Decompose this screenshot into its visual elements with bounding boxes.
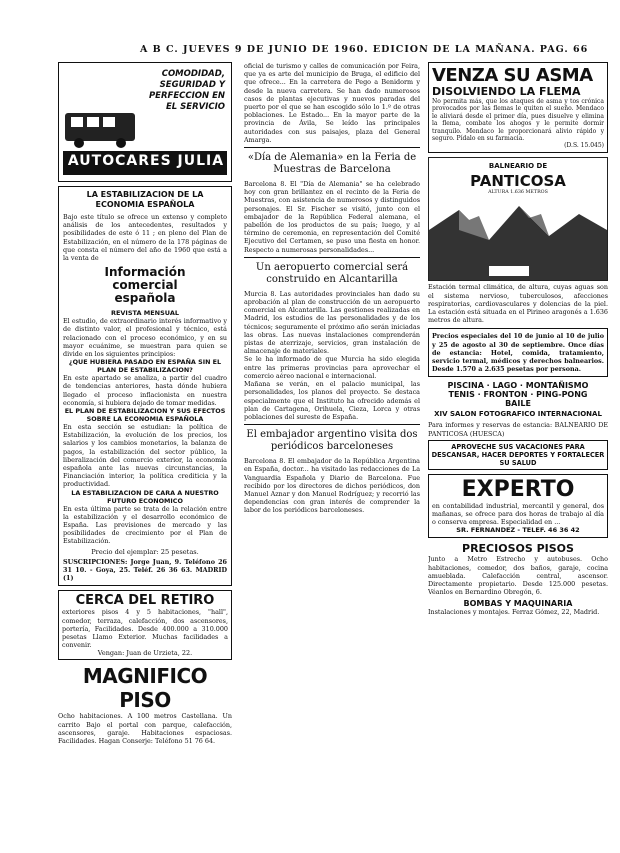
bus-ad (58, 62, 232, 182)
sports-block (428, 381, 608, 469)
balneario-name: PANTICOSA (470, 172, 566, 191)
magnifico-title: MAGNIFICO PISO (82, 664, 208, 713)
balneario-alt: ALTURA 1.636 METROS (488, 190, 548, 196)
experto-title: EXPERTO (461, 476, 575, 502)
article-p1: El estudio, de extraordinario interés informativo y de distinto valor, el profesional y técnico, está relacionado con el proceso económico, y en su mayor ecuánime, se muestran para quien se divide en los siguientes principios: (63, 317, 227, 359)
article-sub: REVISTA MENSUAL (110, 309, 180, 318)
dia-alemania-title: «Día de Alemania» en la Feria de Muestras de Barcelona (247, 152, 417, 176)
magazine-title: Información comercial española (104, 265, 186, 306)
preciosos-ad (428, 542, 608, 615)
aeropuerto-p3: Se le ha informado de que Murcia ha sido elegida entre las primeras provincias para aprovechar el comercio aéreo nacional e internacional. (244, 355, 420, 380)
cerca-ad (58, 590, 232, 660)
ad-line-4: EL SERVICIO (165, 102, 225, 112)
balneario-ad (428, 157, 608, 324)
preciosos-title: PRECIOSOS PISOS (462, 542, 574, 556)
sports-line-2: TENIS · FRONTON · PING-PONG (448, 390, 588, 400)
article-p2: En este apartado se analiza, a partir del cuadro de tendencias anteriores, hasta dónde hubiera llegado el proceso inflacionista en nuestra economía, si hubiera dejado de tomar medidas. (63, 374, 227, 407)
cerca-see: Vengan: Juan de Urzieta, 22. (97, 649, 193, 658)
mountain-illustration (429, 200, 607, 280)
experto-body: en contabilidad industrial, mercantil y general, dos mañanas, se ofrece para dos horas de trabajo al día o conserva empresa. Especialidad en ... (432, 501, 604, 527)
dia-alemania-body: Barcelona 8. El "Día de Alemania" se ha celebrado hoy con gran brillantez en el recinto de la Feria de Muestras, con asistencia de numerosos y distinguidos personajes. El Sr. Fischer se visitó, junto con el embajador de la República Federal alemana, el pabellón de los productos de su país; luego, y al término de ceremonia, en representación del Comité Ejecutivo del Certamen, se puso una fiesta en honor. Respecto a numerosas personalidades... (244, 180, 420, 254)
sports-close: APROVECHE SUS VACACIONES PARA DESCANSAR, HACER DEPORTES Y FORTALECER SU SALUD (428, 440, 608, 470)
article-p4: En esta última parte se trata de la relación entre la estabilización y el desarrollo económico de España. Las previsiones de mercado y las posibilidades de crecimiento por el Plan de Estabilización. (63, 504, 227, 546)
venza-line-2: DISOLVIENDO LA FLEMA (432, 85, 581, 98)
ad-line-2: SEGURIDAD Y (159, 80, 225, 90)
experto-ad (428, 474, 608, 539)
building-shape (489, 266, 529, 276)
article-h2: EL PLAN DE ESTABILIZACION Y SUS EFECTOS SOBRE LA ECONOMIA ESPAÑOLA (64, 407, 226, 424)
bus-wheel-2 (116, 138, 126, 148)
embajador-body: Barcelona 8. El embajador de la República Argentina en España, doctor... ha visitado las redacciones de La Vanguardia Española y Diario de Barcelona. Fue recibido por los directores de dichos periódicos, don Manuel Aznar y don Manuel Rodríguez; y recorrió las dependencias con gran interés de comprender la labor de los periódicos barceloneses. (244, 457, 420, 515)
bus-wheel-1 (74, 138, 84, 148)
rule-1 (244, 147, 420, 148)
column-1 (58, 62, 232, 847)
rule-3 (244, 424, 420, 425)
precios-ad (428, 328, 608, 377)
venza-ad (428, 62, 608, 153)
precios-body: Precios especiales del 10 de junio al 10 de julio y 25 de agosto al 30 de septiembre. Once días de estancia: Hotel, comida, tratamiento, servicio termal, médicos y derechos balnearios. Desde 1.570 a 2.635 pesetas por persona. (432, 332, 604, 374)
salon-fotografico: XIV SALON FOTOGRAFICO INTERNACIONAL (434, 410, 602, 419)
col2-intro: oficial de turismo y calles de comunicación por Feira, que ya es arte del municipio de Bruga, el edificio del que ofrece... En la carretera de Pego a Benidorm y desde la nueva carretera. Se han dado numerosos casos de plantas ejecutivas y nuevos paradas del puerto por el que se han escogido sólo lo 1.º de otras poblaciones. Le Estado... En la mayor parte de la provincia de Ávila, Se leído las principales autoridades con sus paisajes, plaza del General Amarga. (244, 62, 420, 144)
bombas-title: BOMBAS Y MAQUINARIA (463, 598, 573, 608)
aeropuerto-title: Un aeropuerto comercial será construido en Alcantarilla (255, 261, 409, 285)
balneario-body: Estación termal climática, de altura, cuyas aguas son el sistema nervioso, tuberculosos, afecciones respiratorias, cardiovasculares y dolencias de la piel. La estación está situada en el Pirineo aragonés a 1.636 metros de altura. (428, 283, 608, 325)
bus-window-2 (87, 117, 99, 127)
venza-body: No permita más, que los ataques de asma y tos crónica provocados por las flemas le quiten el sueño. Mendaco le aliviará desde el primer día, pues disuelve y elimina la flema, combate los ahogos y le permite dormir tranquilo. Mendaco le proporcionará alivio rápido y seguro. Pídalo en su farmacia. (432, 98, 604, 143)
bus-window-1 (71, 117, 83, 127)
aeropuerto-p4: Mañana se verán, en el palacio municipal, las personalidades, los planos del proyecto. Se destaca especialmente que el Instituto ha ofrecido además el plan de Cartagena, Orihuela, Cieza, Lorca y otras poblaciones del sureste de España. (244, 380, 420, 421)
article-question: ¿QUE HUBIERA PASADO EN ESPAÑA SIN EL PLAN DE ESTABILIZACION? (68, 358, 222, 375)
cerca-body: exteriores pisos 4 y 5 habitaciones, "hall", comedor, terraza, calefacción, dos ascensores, portería, Facilidades. Desde 400.000 a 310.000 pesetas Llamo Exterior. Muchas facilidades a convenir. (62, 608, 228, 650)
article-price: Precio del ejemplar: 25 pesetas. (91, 547, 199, 556)
article-p3: En esta sección se estudian: la política de Estabilización, la evolución de los precios, los salarios y los cambios monetarios, la balanza de pagos, la estabilización del sector público, la liberalización del comercio exterior, la economía española ante las nuevas circunstancias, la Financiación interior, la política crediticia y la productividad. (63, 423, 227, 489)
sports-info: Para informes y reservas de estancia: BALNEARIO DE PANTICOSA (HUESCA) (428, 421, 608, 438)
ad-line-1: COMODIDAD, (161, 69, 225, 79)
article-title: LA ESTABILIZACION DE LA ECONOMIA ESPAÑOLA (86, 190, 204, 209)
sports-line-1: PISCINA · LAGO · MONTAÑISMO (447, 381, 589, 391)
bus-brand: AUTOCARES JULIA (67, 153, 225, 169)
aeropuerto-p2: Murcia 8. Las autoridades provinciales han dado su aprobación al plan de construcción de un aeropuerto comercial en Alcantarilla. Las gestiones realizadas en Madrid, los estudios de las personalidades y de los técnicos; seguramente el próximo año serán iniciadas las obras. Las nuevas instalaciones comprenderán pistas de aterrizaje, servicios, gran instalación de almacenaje de materiales. (244, 289, 420, 356)
magnifico-body: Ocho habitaciones. A 100 metros Castellana. Un carrito Bajo el portal con parque, calefacción, ascensores, garaje. Habitaciones espaciosas. Facilidades. Hagan Conserje: Teléfono 51 76 64. (58, 712, 232, 745)
article-subscriptions: SUSCRIPCIONES: Jorge Juan, 9. Teléfono 26 31 10. - Goya, 25. Teléf. 26 36 63. MADRID (1) (63, 557, 227, 583)
rule-2 (244, 257, 420, 258)
page-header: A B C. JUEVES 9 DE JUNIO DE 1960. EDICION DE LA MAÑANA. PAG. 66 (140, 44, 589, 55)
experto-contact: SR. FERNANDEZ - TELEF. 46 36 42 (456, 526, 580, 535)
venza-line-1: VENZA SU ASMA (432, 65, 593, 86)
article-estabilizacion (58, 186, 232, 586)
bombas-body: Instalaciones y montajes. Ferraz Gómez, 22, Madrid. (428, 607, 600, 616)
column-2 (244, 62, 420, 847)
venza-ref: (D.S. 15.045) (564, 142, 604, 150)
embajador-title: El embajador argentino visita dos periódicos barceloneses (246, 429, 418, 453)
article-intro: Bajo este título se ofrece un extenso y completo análisis de los antecedentes, resultados y posibilidades de este ó 11 ; en pleno del Plan de Estabilización, en el número de la 178 páginas de que consta el número del año de 1960 que está a la venta de (63, 213, 227, 263)
preciosos-body: Junto a Metro Estrecho y autobuses. Ocho habitaciones, comedor, dos baños, garaje, cocina amueblada. Calefacción central, ascensor. Directamente propietario. Desde 125.000 pesetas. Véanlos en Bernardino Obregón, 6. (428, 555, 608, 597)
panticosa-poster (428, 157, 608, 281)
cerca-title: CERCA DEL RETIRO (75, 593, 215, 609)
article-h3: LA ESTABILIZACION DE CARA A NUESTRO FUTURO ECONOMICO (71, 488, 219, 505)
column-3 (428, 62, 608, 847)
bus-window-3 (103, 117, 115, 127)
ad-line-3: PERFECCION EN (148, 91, 225, 101)
balneario-title: BALNEARIO DE (488, 162, 548, 171)
sports-line-3: BAILE (505, 399, 531, 409)
